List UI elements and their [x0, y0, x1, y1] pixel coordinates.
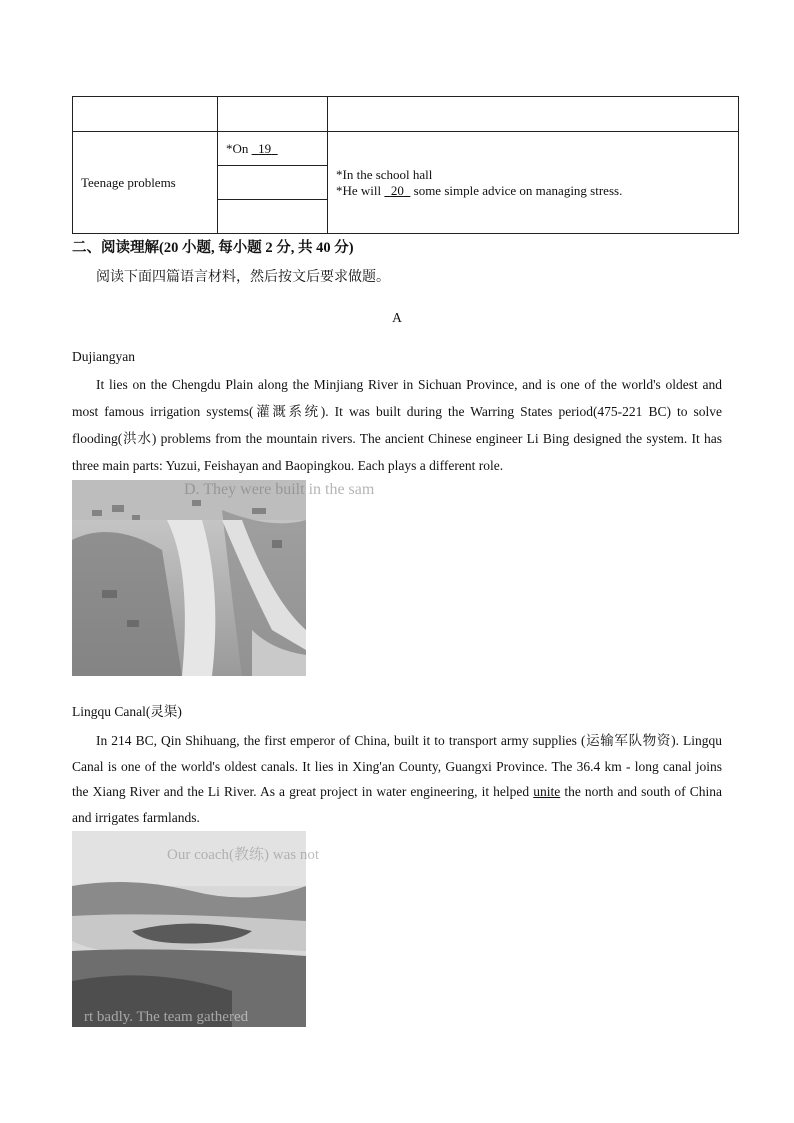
photo-bleed-bottom: rt badly. The team gathered	[84, 1009, 249, 1025]
time-cell	[218, 132, 328, 166]
on-prefix: *On	[226, 140, 252, 156]
answer-table	[72, 96, 739, 234]
table-cell	[218, 200, 328, 234]
part2-title: Lingqu Canal(灵渠)	[72, 704, 182, 719]
topic-label: Teenage problems	[81, 174, 176, 190]
topic-cell	[73, 132, 218, 234]
table-cell	[73, 97, 218, 132]
advice-line: *He will 20 some simple advice on managing stress.	[336, 182, 623, 198]
passage-heading: A	[392, 310, 402, 325]
table-cell	[218, 97, 328, 132]
dujiangyan-photo	[72, 480, 375, 676]
photo-bleed-text: D. They were built in the sam	[184, 481, 375, 498]
table-cell	[328, 97, 739, 132]
place-line: *In the school hall	[336, 166, 433, 182]
blank-20: 20	[390, 182, 404, 198]
instruction: 阅读下面四篇语言材料，然后按文后要求做题。	[96, 270, 390, 285]
lingqu-photo	[72, 831, 320, 1027]
underlined-word: unite	[533, 784, 561, 799]
part2-paragraph: In 214 BC, Qin Shihuang, the first emperor of China, built it to transport army supplies (运输军队物资). Lingqu Canal is one of the world's oldest canals. It lies in Xing'an County, Guangxi Province. The 36.4 km - long canal joins the Xiang River and the Li River. As a great project in water engineering, it helped unite the north and south of China and irrigates farmlands.	[72, 733, 722, 825]
table-cell	[218, 166, 328, 200]
part1-title: Dujiangyan	[72, 349, 135, 364]
photo-bleed-top: Our coach(教练) was not	[167, 847, 320, 863]
blank-19: 19	[258, 140, 272, 156]
section-title: 二、阅读理解(20 小题, 每小题 2 分, 共 40 分)	[72, 240, 354, 256]
part1-paragraph: It lies on the Chengdu Plain along the Minjiang River in Sichuan Province, and is one of the world's oldest and most famous irrigation systems(灌溉系统). It was built during the Warring States period(475-221 BC) to solve flooding(洪水) problems from the mountain rivers. The ancient Chinese engineer Li Bing designed the system. It has three main parts: Yuzui, Feishayan and Baopingkou. Each plays a different role.	[72, 377, 722, 473]
details-cell	[328, 132, 739, 234]
